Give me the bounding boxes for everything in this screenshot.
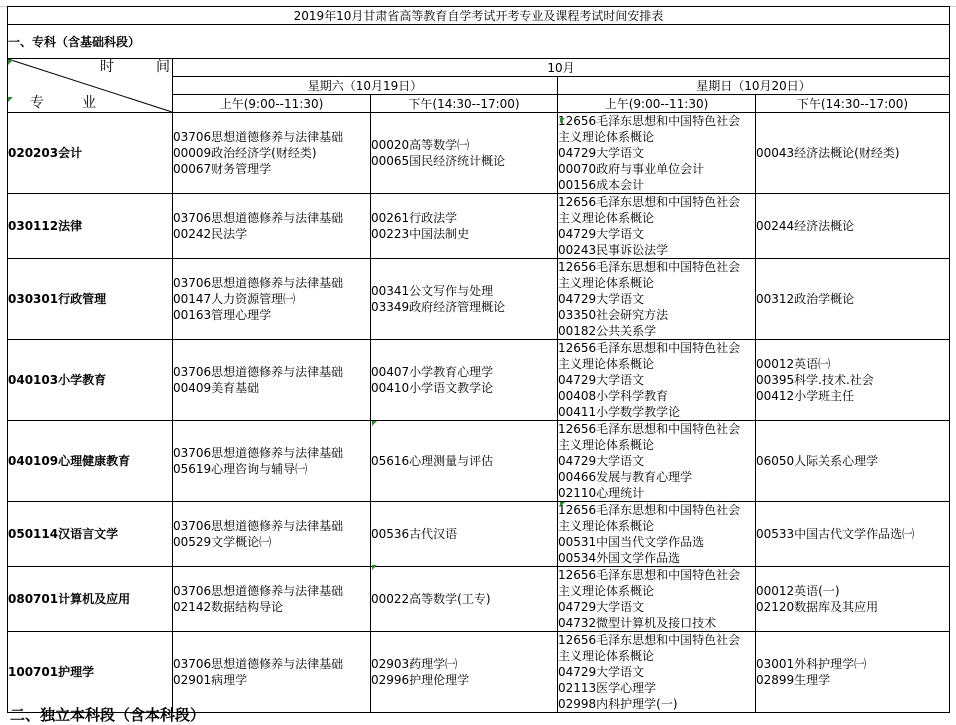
course-line: 00410小学语文教学论 (371, 381, 494, 395)
course-line: 00009政治经济学(财经类) (173, 146, 317, 160)
course-cell-sun-morning[interactable] (558, 340, 756, 421)
schedule-row (8, 632, 950, 713)
course-line: 02113医学心理学 (558, 681, 657, 695)
course-line: 03706思想道德修养与法律基础 (173, 276, 344, 290)
course-cell-sat-morning[interactable] (173, 421, 371, 502)
course-cell-sun-afternoon[interactable] (756, 259, 950, 340)
course-line: 主义理论体系概论 (558, 276, 655, 290)
course-line: 04729大学语文 (558, 292, 645, 306)
course-line: 00536古代汉语 (371, 527, 458, 541)
course-line: 12656毛泽东思想和中国特色社会 (558, 260, 741, 274)
major-cell[interactable]: 100701护理学 (8, 632, 173, 713)
course-line: 02110心理统计 (558, 486, 645, 500)
day-header-saturday[interactable]: 星期六（10月19日） (173, 77, 558, 95)
course-line: 00412小学班主任 (756, 389, 855, 403)
course-line: 12656毛泽东思想和中国特色社会 (558, 568, 741, 582)
course-line: 02998内科护理学(一) (558, 697, 678, 711)
course-line: 12656毛泽东思想和中国特色社会 (558, 503, 741, 517)
course-line: 12656毛泽东思想和中国特色社会 (558, 422, 741, 436)
course-line: 主义理论体系概论 (558, 519, 655, 533)
cell-error-indicator-icon (372, 421, 377, 426)
course-cell-sun-morning[interactable] (558, 632, 756, 713)
cell-error-indicator-icon (8, 60, 13, 65)
major-cell[interactable]: 030301行政管理 (8, 259, 173, 340)
course-line: 12656毛泽东思想和中国特色社会 (558, 341, 741, 355)
course-cell-sat-afternoon[interactable] (371, 194, 558, 259)
course-line: 02903药理学㈠ (371, 657, 458, 671)
course-line: 00156成本会计 (558, 178, 645, 192)
course-cell-sun-afternoon[interactable] (756, 502, 950, 567)
course-line: 00182公共关系学 (558, 324, 657, 338)
course-line: 02901病理学 (173, 673, 248, 687)
course-line: 00070政府与事业单位会计 (558, 162, 705, 176)
schedule-row (8, 340, 950, 421)
schedule-row (8, 421, 950, 502)
course-cell-sun-morning[interactable] (558, 113, 756, 194)
course-line: 03349政府经济管理概论 (371, 300, 506, 314)
course-cell-sun-morning[interactable] (558, 421, 756, 502)
course-line: 06050人际关系心理学 (756, 454, 879, 468)
major-cell[interactable]: 030112法律 (8, 194, 173, 259)
course-line: 00012英语㈠ (756, 357, 831, 371)
course-line: 04729大学语文 (558, 373, 645, 387)
table-title[interactable]: 2019年10月甘肃省高等教育自学考试开考专业及课程考试时间安排表 (8, 7, 950, 25)
course-line: 02120数据库及其应用 (756, 600, 879, 614)
course-line: 05616心理测量与评估 (371, 454, 494, 468)
course-cell-sun-morning[interactable] (558, 259, 756, 340)
course-line: 00466发展与教育心理学 (558, 470, 693, 484)
schedule-row (8, 259, 950, 340)
course-line: 00020高等数学㈠ (371, 138, 470, 152)
major-cell[interactable]: 040109心理健康教育 (8, 421, 173, 502)
course-line: 主义理论体系概论 (558, 357, 655, 371)
course-line: 00147人力资源管理㈠ (173, 292, 296, 306)
course-cell-sat-morning[interactable] (173, 113, 371, 194)
course-line: 00261行政法学 (371, 211, 458, 225)
course-line: 00065国民经济统计概论 (371, 154, 506, 168)
cell-error-indicator-icon (8, 97, 13, 102)
course-line: 04729大学语文 (558, 665, 645, 679)
course-line: 02899生理学 (756, 673, 831, 687)
course-line: 00408小学科学教育 (558, 389, 669, 403)
course-cell-sun-afternoon[interactable] (756, 421, 950, 502)
course-line: 00043经济法概论(财经类) (756, 146, 900, 160)
schedule-row (8, 194, 950, 259)
course-cell-sat-afternoon[interactable] (371, 340, 558, 421)
course-cell-sat-afternoon[interactable] (371, 113, 558, 194)
course-line: 00533中国古代文学作品选㈠ (756, 527, 915, 541)
course-line: 02996护理伦理学 (371, 673, 470, 687)
course-line: 00244经济法概论 (756, 219, 855, 233)
course-line: 03706思想道德修养与法律基础 (173, 130, 344, 144)
course-line: 00022高等数学(工专) (371, 592, 491, 606)
course-cell-sun-morning[interactable] (558, 567, 756, 632)
section-heading[interactable]: 一、专科（含基础科段） (8, 25, 950, 59)
course-line: 04729大学语文 (558, 600, 645, 614)
course-line: 03706思想道德修养与法律基础 (173, 211, 344, 225)
course-line: 03350社会研究方法 (558, 308, 669, 322)
slot-header-sat-morning[interactable]: 上午(9:00--11:30) (173, 95, 371, 113)
course-line: 03706思想道德修养与法律基础 (173, 657, 344, 671)
month-header[interactable]: 10月 (173, 59, 950, 77)
course-line: 02142数据结构导论 (173, 600, 284, 614)
course-line: 04732微型计算机及接口技术 (558, 616, 717, 630)
course-cell-sun-afternoon[interactable] (756, 340, 950, 421)
major-cell[interactable]: 040103小学教育 (8, 340, 173, 421)
course-cell-sat-afternoon[interactable] (371, 502, 558, 567)
course-line: 12656毛泽东思想和中国特色社会 (558, 195, 741, 209)
course-line: 00407小学教育心理学 (371, 365, 494, 379)
day-header-sunday[interactable]: 星期日（10月20日） (558, 77, 950, 95)
header-corner-cell[interactable] (8, 59, 184, 113)
course-line: 00409美育基础 (173, 381, 260, 395)
course-cell-sat-morning[interactable] (173, 340, 371, 421)
course-line: 主义理论体系概论 (558, 649, 655, 663)
course-cell-sun-afternoon[interactable] (756, 113, 950, 194)
course-cell-sun-afternoon[interactable] (756, 194, 950, 259)
cell-error-indicator-icon (560, 502, 565, 507)
course-line: 00223中国法制史 (371, 227, 470, 241)
course-line: 05619心理咨询与辅导㈠ (173, 462, 308, 476)
course-line: 03706思想道德修养与法律基础 (173, 519, 344, 533)
course-line: 03706思想道德修养与法律基础 (173, 365, 344, 379)
course-line: 主义理论体系概论 (558, 130, 655, 144)
course-line: 00529文学概论㈠ (173, 535, 272, 549)
course-cell-sat-morning[interactable] (173, 502, 371, 567)
corner-time-label: 时 间 (100, 59, 184, 75)
corner-major-label: 专 业 (30, 95, 108, 111)
course-cell-sat-afternoon[interactable] (371, 632, 558, 713)
major-cell[interactable]: 050114汉语言文学 (8, 502, 173, 567)
schedule-row (8, 502, 950, 567)
course-line: 03706思想道德修养与法律基础 (173, 446, 344, 460)
course-line: 12656毛泽东思想和中国特色社会 (558, 633, 741, 647)
course-line: 00242民法学 (173, 227, 248, 241)
course-cell-sat-afternoon[interactable] (371, 567, 558, 632)
course-line: 00067财务管理学 (173, 162, 272, 176)
major-cell[interactable]: 080701计算机及应用 (8, 567, 173, 632)
schedule-row (8, 113, 950, 194)
course-cell-sat-morning[interactable] (173, 259, 371, 340)
course-line: 00531中国当代文学作品选 (558, 535, 705, 549)
course-line: 00411小学数学教学论 (558, 405, 681, 419)
course-line: 00395科学.技术.社会 (756, 373, 874, 387)
course-cell-sat-morning[interactable] (173, 194, 371, 259)
slot-header-sun-morning[interactable]: 上午(9:00--11:30) (558, 95, 756, 113)
slot-header-sat-afternoon[interactable]: 下午(14:30--17:00) (371, 95, 558, 113)
cell-error-indicator-icon (372, 565, 377, 570)
course-line: 00534外国文学作品选 (558, 551, 681, 565)
major-cell[interactable]: 020203会计 (8, 113, 173, 194)
course-line: 主义理论体系概论 (558, 438, 655, 452)
course-line: 12656毛泽东思想和中国特色社会 (558, 114, 741, 128)
course-cell-sun-afternoon[interactable] (756, 567, 950, 632)
course-line: 00163管理心理学 (173, 308, 272, 322)
course-line: 04729大学语文 (558, 146, 645, 160)
course-line: 00243民事诉讼法学 (558, 243, 669, 257)
course-cell-sat-afternoon[interactable] (371, 421, 558, 502)
course-cell-sun-morning[interactable] (558, 502, 756, 567)
course-line: 04729大学语文 (558, 454, 645, 468)
course-line: 00341公文写作与处理 (371, 284, 494, 298)
schedule-row (8, 567, 950, 632)
slot-header-sun-afternoon[interactable]: 下午(14:30--17:00) (756, 95, 950, 113)
course-cell-sun-morning[interactable] (558, 194, 756, 259)
course-cell-sat-morning[interactable] (173, 567, 371, 632)
course-line: 00012英语(一) (756, 584, 840, 598)
course-line: 主义理论体系概论 (558, 211, 655, 225)
next-section-heading-partial[interactable]: 二、独立本科段（含本科段） (10, 706, 206, 724)
course-line: 主义理论体系概论 (558, 584, 655, 598)
course-line: 03001外科护理学㈠ (756, 657, 867, 671)
course-cell-sun-afternoon[interactable] (756, 632, 950, 713)
course-line: 04729大学语文 (558, 227, 645, 241)
course-cell-sat-morning[interactable] (173, 632, 371, 713)
course-cell-sat-afternoon[interactable] (371, 259, 558, 340)
exam-schedule-table (7, 6, 950, 713)
course-line: 03706思想道德修养与法律基础 (173, 584, 344, 598)
course-line: 00312政治学概论 (756, 292, 855, 306)
cell-error-indicator-icon (560, 118, 565, 123)
